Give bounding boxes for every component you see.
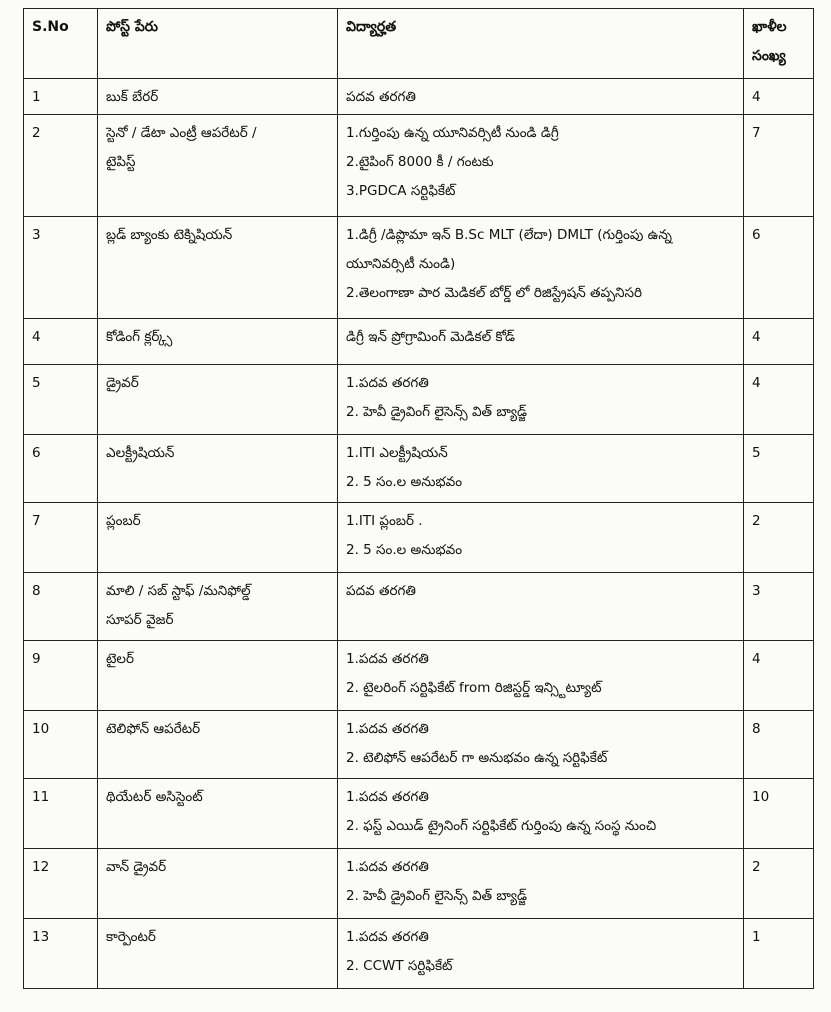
post-name-line: డ్రైవర్ xyxy=(106,375,139,391)
post-name-line: టైపిస్ట్ xyxy=(106,154,136,170)
table-row xyxy=(24,217,814,319)
qualification-line: 1.పదవ తరగతి xyxy=(346,721,429,737)
table-row xyxy=(24,319,814,365)
cell-vacancies: 7 xyxy=(744,115,814,217)
qualification-line: 2.టైపింగ్ 8000 కీ / గంటకు xyxy=(346,154,494,170)
post-name-line: ఎలక్ట్రీషియన్ xyxy=(106,445,175,461)
cell-sno: 9 xyxy=(24,641,98,711)
cell-post-name xyxy=(98,779,338,849)
qualification-line: 1.డిగ్రీ /డిప్లొమా ఇన్ B.Sc MLT (లేదా) DMLT (గుర్తింపు ఉన్న యూనివర్సిటీ నుండి) xyxy=(346,227,672,272)
post-name-line: ప్లంబర్ xyxy=(106,513,141,529)
table-row xyxy=(24,79,814,115)
table-row xyxy=(24,919,814,989)
cell-sno: 8 xyxy=(24,573,98,641)
qualification-line: 1.గుర్తింపు ఉన్న యూనివర్సిటీ నుండి డిగ్రీ xyxy=(346,125,559,141)
cell-vacancies: 2 xyxy=(744,849,814,919)
qualification-line: 2. టెలిఫోన్ ఆపరేటర్ గా అనుభవం ఉన్న సర్టిఫికేట్ xyxy=(346,750,608,766)
post-name-line: టెలిఫోన్ ఆపరేటర్ xyxy=(106,721,201,737)
cell-vacancies: 6 xyxy=(744,217,814,319)
qualification-line: 1.పదవ తరగతి xyxy=(346,929,429,945)
cell-sno: 10 xyxy=(24,711,98,779)
cell-post-name xyxy=(98,641,338,711)
post-name-line: బుక్ బేరర్ xyxy=(106,89,159,105)
table-row xyxy=(24,641,814,711)
qualification-line: పదవ తరగతి xyxy=(346,583,416,599)
cell-sno: 7 xyxy=(24,503,98,573)
cell-sno: 3 xyxy=(24,217,98,319)
post-name-line: టైలర్ xyxy=(106,651,134,667)
cell-sno: 1 xyxy=(24,79,98,115)
cell-vacancies: 2 xyxy=(744,503,814,573)
qualification-line: 2.తెలంగాణా పార మెడికల్ బోర్డ్ లో రిజిస్ట్రేషన్ తప్పనిసరి xyxy=(346,285,643,301)
cell-post-name xyxy=(98,435,338,503)
header-post-name: పోస్ట్ పేరు xyxy=(98,9,338,79)
cell-qualification xyxy=(338,115,744,217)
table-row xyxy=(24,503,814,573)
post-name-line: సూపర్ వైజర్ xyxy=(106,612,174,628)
vacancy-table xyxy=(23,8,814,989)
header-vacancies-line2: సంఖ్య xyxy=(752,48,786,64)
cell-post-name xyxy=(98,573,338,641)
cell-vacancies: 1 xyxy=(744,919,814,989)
cell-sno: 13 xyxy=(24,919,98,989)
cell-vacancies: 4 xyxy=(744,319,814,365)
cell-vacancies: 4 xyxy=(744,641,814,711)
cell-post-name xyxy=(98,849,338,919)
table-header-row xyxy=(24,9,814,79)
header-qualification: విద్యార్హత xyxy=(338,9,744,79)
table-row xyxy=(24,779,814,849)
cell-post-name xyxy=(98,503,338,573)
cell-post-name xyxy=(98,115,338,217)
cell-qualification xyxy=(338,503,744,573)
qualification-line: 2. హెవీ డ్రైవింగ్ లైసెన్స్ విత్ బ్యాడ్జ్ xyxy=(346,404,527,420)
cell-vacancies: 4 xyxy=(744,79,814,115)
cell-qualification xyxy=(338,779,744,849)
cell-post-name xyxy=(98,919,338,989)
qualification-line: 1.ITI ప్లంబర్ . xyxy=(346,513,423,529)
qualification-line: 1.పదవ తరగతి xyxy=(346,375,429,391)
cell-sno: 12 xyxy=(24,849,98,919)
post-name-line: కోడింగ్ క్లర్క్స్ xyxy=(106,329,173,345)
cell-vacancies: 8 xyxy=(744,711,814,779)
qualification-line: 2. హెవీ డ్రైవింగ్ లైసెన్స్ విత్ బ్యాడ్జ్ xyxy=(346,888,527,904)
cell-sno: 6 xyxy=(24,435,98,503)
table-row xyxy=(24,115,814,217)
post-name-line: కార్పెంటర్ xyxy=(106,929,156,945)
cell-qualification xyxy=(338,641,744,711)
table-row xyxy=(24,849,814,919)
cell-qualification xyxy=(338,711,744,779)
cell-vacancies: 4 xyxy=(744,365,814,435)
cell-qualification xyxy=(338,217,744,319)
table-row xyxy=(24,365,814,435)
post-name-line: థియేటర్ అసిస్టెంట్ xyxy=(106,789,203,805)
qualification-line: పదవ తరగతి xyxy=(346,89,416,105)
cell-qualification xyxy=(338,319,744,365)
cell-post-name xyxy=(98,319,338,365)
qualification-line: 2. ఫస్ట్ ఎయిడ్ ట్రైనింగ్ సర్టిఫికేట్ గుర్తింపు ఉన్న సంస్థ నుంచి xyxy=(346,818,657,834)
cell-qualification xyxy=(338,79,744,115)
cell-qualification xyxy=(338,365,744,435)
cell-qualification xyxy=(338,919,744,989)
cell-sno: 2 xyxy=(24,115,98,217)
table-row xyxy=(24,711,814,779)
post-name-line: మాలి / సబ్ స్టాఫ్ /మనిఫోల్డ్ xyxy=(106,583,251,599)
qualification-line: 2. 5 సం.ల అనుభవం xyxy=(346,474,463,490)
qualification-line: 2. CCWT సర్టిఫికేట్ xyxy=(346,958,453,974)
header-vacancies xyxy=(744,9,814,79)
cell-vacancies: 3 xyxy=(744,573,814,641)
cell-sno: 11 xyxy=(24,779,98,849)
header-sno: S.No xyxy=(24,9,98,79)
qualification-line: 1.పదవ తరగతి xyxy=(346,789,429,805)
cell-post-name xyxy=(98,365,338,435)
qualification-line: 3.PGDCA సర్టిఫికేట్ xyxy=(346,183,456,199)
qualification-line: 1.ITI ఎలక్ట్రీషియన్ xyxy=(346,445,448,461)
qualification-line: 1.పదవ తరగతి xyxy=(346,651,429,667)
table-row xyxy=(24,435,814,503)
header-vacancies-line1: ఖాళీల xyxy=(752,19,787,35)
cell-post-name xyxy=(98,711,338,779)
table-body xyxy=(24,79,814,989)
cell-sno: 5 xyxy=(24,365,98,435)
cell-qualification xyxy=(338,435,744,503)
post-name-line: వాన్ డ్రైవర్ xyxy=(106,859,167,875)
cell-post-name xyxy=(98,79,338,115)
cell-qualification xyxy=(338,573,744,641)
cell-qualification xyxy=(338,849,744,919)
cell-vacancies: 5 xyxy=(744,435,814,503)
table-row xyxy=(24,573,814,641)
post-name-line: బ్లడ్ బ్యాంకు టెక్నిషియన్ xyxy=(106,227,233,243)
cell-vacancies: 10 xyxy=(744,779,814,849)
post-name-line: స్టెనో / డేటా ఎంట్రీ ఆపరేటర్ / xyxy=(106,125,257,141)
cell-sno: 4 xyxy=(24,319,98,365)
qualification-line: 2. టైలరింగ్ సర్టిఫికేట్ from రిజిస్టర్డ్ ఇన్స్టిట్యూట్ xyxy=(346,680,602,696)
qualification-line: 1.పదవ తరగతి xyxy=(346,859,429,875)
qualification-line: డిగ్రీ ఇన్ ప్రోగ్రామింగ్ మెడికల్ కోడ్ xyxy=(346,329,515,345)
cell-post-name xyxy=(98,217,338,319)
qualification-line: 2. 5 సం.ల అనుభవం xyxy=(346,542,463,558)
